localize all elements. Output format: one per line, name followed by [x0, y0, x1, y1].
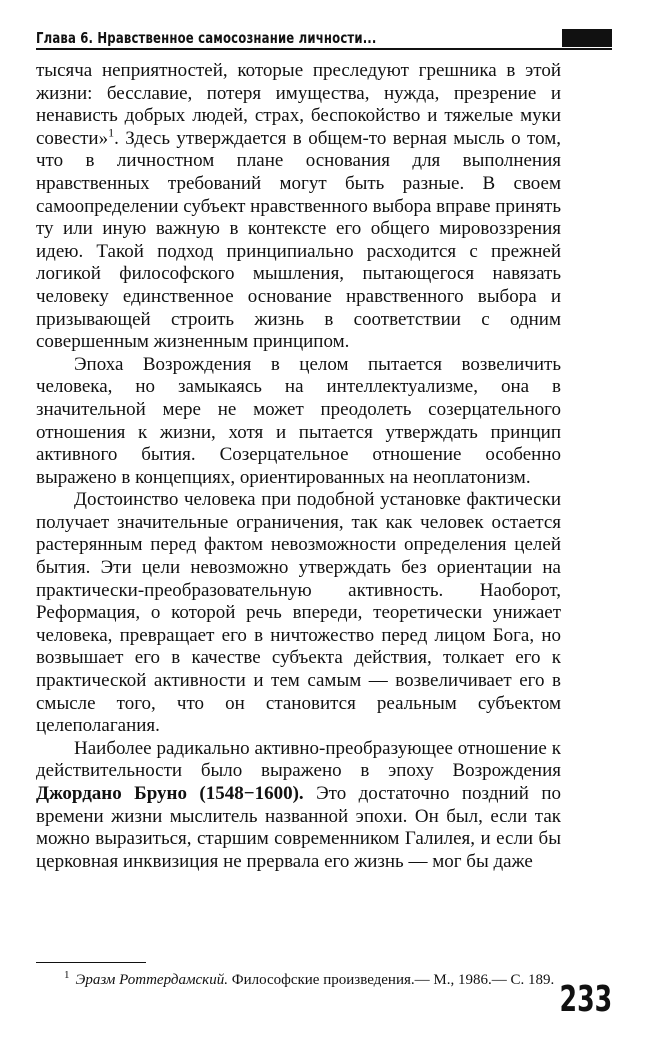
- paragraph-4-after: Это достаточно поздний по времени жизни мыслитель названной эпохи. Он был, если так можно выразиться, старшим современником Галилея, и если бы церковная инквизиция не прервала его жизнь — мог бы даже: [36, 783, 561, 872]
- page-number: 233: [559, 979, 612, 1020]
- footnote-ref: 1: [108, 125, 115, 140]
- footnote-number: 1: [64, 969, 70, 981]
- paragraph-3: Достоинство человека при подобной установке фактически получает значительные ограничения, так как человек остается растерянным перед фактом невозможности определения целей бытия. Эти цели невозможно утверждать без ориентации на практически-преобразовательную активность. Наоборот, Реформация, о которой речь впереди, теоретически унижает человека, превращает его в ничтожество перед лицом Бога, но возвышает его в качестве субъекта действия, толкает его к практической активности и тем самым — возвеличивает его в смысле того, что он становится реальным субъектом целеполагания.: [36, 489, 561, 737]
- footnote-author: Эразм Роттердамский.: [75, 972, 228, 988]
- paragraph-4: [36, 738, 561, 874]
- body-text: [36, 60, 561, 873]
- footnote-rule: [36, 962, 146, 963]
- chapter-title: Глава 6. Нравственное самосознание личности...: [36, 29, 377, 47]
- header-rule: [36, 48, 612, 50]
- paragraph-2: Эпоха Возрождения в целом пытается возвеличить человека, но замыкаясь на интеллектуализме, она в значительной мере не может преодолеть созерцательного отношения к жизни, хотя и пытается утверждать принцип активного бытия. Созерцательное отношение особенно выражено в концепциях, ориентированных на неоплатонизм.: [36, 353, 561, 488]
- footnote-text: Философские произведения.— М., 1986.— С. 189.: [227, 972, 555, 988]
- bruno-name: Джордано Бруно (1548−1600).: [36, 783, 304, 804]
- paragraph-1-cont: . Здесь утверждается в общем-то верная мысль о том, что в личностном плане основания для выполнения нравственных требований могут быть разные. В своем самоопределении субъект нравственного выбора вправе принять ту или иную важную в контексте его общего мировоззрения идею. Такой подход принципиально расходится с прежней логикой философского мышления, пытающегося навязать человеку единственное основание нравственного выбора и призывающей строить жизнь в соответствии с одним совершенным жизненным принципом.: [36, 127, 561, 353]
- paragraph-4-before: Наиболее радикально активно-преобразующее отношение к действительности было выражено в эпоху Возрождения: [36, 737, 561, 782]
- header-bar: [562, 29, 612, 47]
- running-header: [36, 28, 612, 50]
- footnote: [36, 970, 561, 990]
- paragraph-1-start: тысяча неприятностей, которые преследуют грешника в этой жизни: бесславие, потеря имущества, нужда, презрение и ненависть добрых людей, страх, беспокойство и тяжелые муки совести»: [36, 60, 561, 149]
- paragraph-1: [36, 60, 561, 354]
